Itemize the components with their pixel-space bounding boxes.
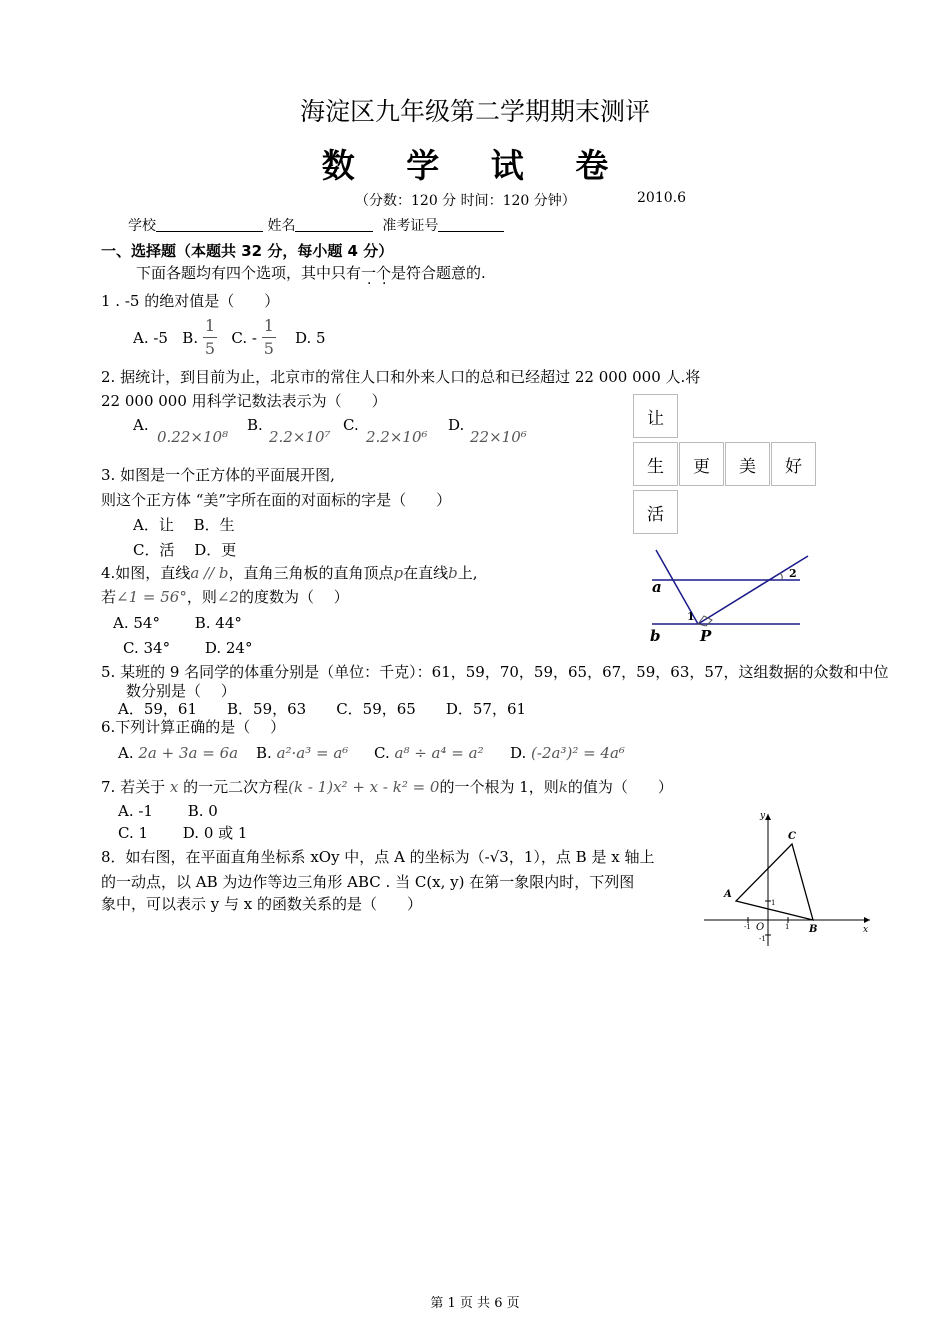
cube-face: 美: [725, 442, 770, 486]
q2-option-c-value: 2.2×10⁶: [366, 428, 428, 446]
q6-option-a[interactable]: A. 2a + 3a = 6a: [118, 744, 239, 762]
coordinate-figure: [700, 808, 876, 948]
q2-option-a[interactable]: A.: [133, 416, 149, 434]
exam-info: （分数：120 分 时间：120 分钟）: [355, 193, 576, 209]
section-note: 下面各题均有四个选项，其中只有一个是符合题意的.: [136, 264, 486, 282]
q3-stem-line1: 3. 如图是一个正方体的平面展开图,: [101, 466, 335, 484]
student-info-line: [128, 215, 504, 235]
label-y: y: [760, 811, 766, 821]
exam-title: 海淀区九年级第二学期期末测评: [299, 97, 650, 126]
angle-arc: [780, 573, 782, 580]
label-1: 1: [687, 610, 695, 623]
cube-face: 让: [633, 394, 678, 438]
parallel-lines-figure: [640, 545, 820, 647]
q1-option-c[interactable]: C. -: [231, 328, 257, 347]
label-a: A: [724, 889, 732, 900]
name-label: 姓名: [267, 218, 296, 234]
q1-option-b[interactable]: B.: [182, 328, 199, 347]
q2-option-b[interactable]: B.: [247, 416, 263, 434]
label-x: x: [863, 925, 869, 935]
q2-option-d[interactable]: D.: [448, 416, 465, 434]
q4-stem-line2: 若∠1 = 56°，则∠2的度数为（ ）: [101, 588, 349, 606]
label-c: C: [788, 831, 796, 842]
q1-option-a[interactable]: A. -5: [133, 328, 168, 347]
label-2: 2: [789, 567, 797, 580]
tick-label: -1: [759, 935, 766, 943]
q2-option-a-value: 0.22×10⁸: [157, 428, 229, 446]
q2-option-c[interactable]: C.: [343, 416, 359, 434]
exam-subtitle: 数 学 试 卷: [321, 146, 629, 185]
q8-stem-line2: 的一动点，以 AB 为边作等边三角形 ABC . 当 C(x, y) 在第一象限内时，下列图: [101, 873, 635, 891]
label-b: B: [809, 924, 818, 935]
section-title: 一、选择题（本题共 32 分，每小题 4 分）: [101, 242, 394, 260]
page-footer: 第 1 页 共 6 页: [430, 1296, 520, 1311]
q1-stem: 1 . -5 的绝对值是（ ）: [101, 292, 280, 310]
q3-options-ab[interactable]: A．让 B．生: [133, 516, 235, 534]
q6-option-c[interactable]: C. a⁸ ÷ a⁴ = a²: [374, 744, 484, 762]
cube-face: 好: [771, 442, 816, 486]
cube-face: 活: [633, 490, 678, 534]
q3-stem-line2: 则这个正方体 “美”字所在面的对面标的字是（ ）: [101, 491, 452, 509]
q7-options-ab[interactable]: A. -1 B. 0: [118, 802, 218, 820]
q6-option-d[interactable]: D. (-2a³)² = 4a⁶: [510, 744, 625, 762]
tick-label: 1: [785, 923, 790, 931]
label-a: a: [652, 578, 662, 596]
q2-stem-line1: 2. 据统计，到目前为止，北京市的常住人口和外来人口的总和已经超过 22 000 000 人.将: [101, 368, 701, 386]
q5-stem-line1: 5. 某班的 9 名同学的体重分别是（单位：千克）：61，59，70，59，65，67，59，63，57，这组数据的众数和中位: [101, 663, 889, 681]
exam-id-blank[interactable]: [438, 217, 504, 232]
emphasis-char: 个: [376, 264, 392, 282]
q5-options[interactable]: A．59，61 B．59，63 C．59，65 D．57，61: [118, 700, 527, 718]
emphasis-char: 一: [361, 264, 377, 282]
tick-label: -1: [744, 923, 751, 931]
x-axis-arrow: [864, 917, 870, 923]
q7-options-cd[interactable]: C. 1 D. 0 或 1: [118, 824, 248, 842]
q5-stem-line2: 数分别是（ ）: [126, 682, 236, 700]
cube-face: 更: [679, 442, 724, 486]
school-blank[interactable]: [156, 217, 263, 232]
q7-stem: 7. 若关于 x 的一元二次方程(k - 1)x² + x - k² = 0的一个根为 1，则k的值为（ ）: [101, 778, 673, 796]
q8-stem-line1: 8．如右图，在平面直角坐标系 xOy 中，点 A 的坐标为（-√3，1），点 B 是 x 轴上: [101, 848, 655, 866]
label-p: P: [700, 627, 712, 645]
q6-option-b[interactable]: B. a²·a³ = a⁶: [256, 744, 349, 762]
fraction: $\frac{1}{5}$: [263, 316, 274, 358]
school-label: 学校: [128, 218, 156, 234]
q3-options-cd[interactable]: C．活 D．更: [133, 541, 237, 559]
exam-id-label: 准考证号: [382, 218, 439, 234]
q2-option-d-value: 22×10⁶: [470, 428, 527, 446]
q8-stem-line3: 象中，可以表示 y 与 x 的函数关系的是（ ）: [101, 895, 423, 913]
name-blank[interactable]: [295, 217, 373, 232]
exam-date: 2010.6: [637, 190, 686, 206]
fraction: $\frac{1}{5}$: [204, 316, 216, 358]
y-axis-arrow: [765, 814, 771, 820]
triangle-abc: [736, 844, 813, 920]
q4-options-cd[interactable]: C. 34° D. 24°: [123, 639, 253, 657]
tick-label: 1: [771, 899, 776, 907]
q6-stem: 6.下列计算正确的是（ ）: [101, 718, 286, 736]
label-b: b: [650, 627, 661, 645]
q1-options: [133, 315, 326, 360]
cube-face: 生: [633, 442, 678, 486]
q4-options-ab[interactable]: A. 54° B. 44°: [113, 614, 242, 632]
q2-option-b-value: 2.2×10⁷: [269, 428, 331, 446]
q1-option-d[interactable]: D. 5: [294, 328, 326, 347]
label-o: O: [756, 922, 765, 933]
q4-stem-line1: 4.如图，直线a // b，直角三角板的直角顶点p在直线b上,: [101, 564, 478, 582]
q2-stem-line2: 22 000 000 用科学记数法表示为（ ）: [101, 392, 387, 410]
